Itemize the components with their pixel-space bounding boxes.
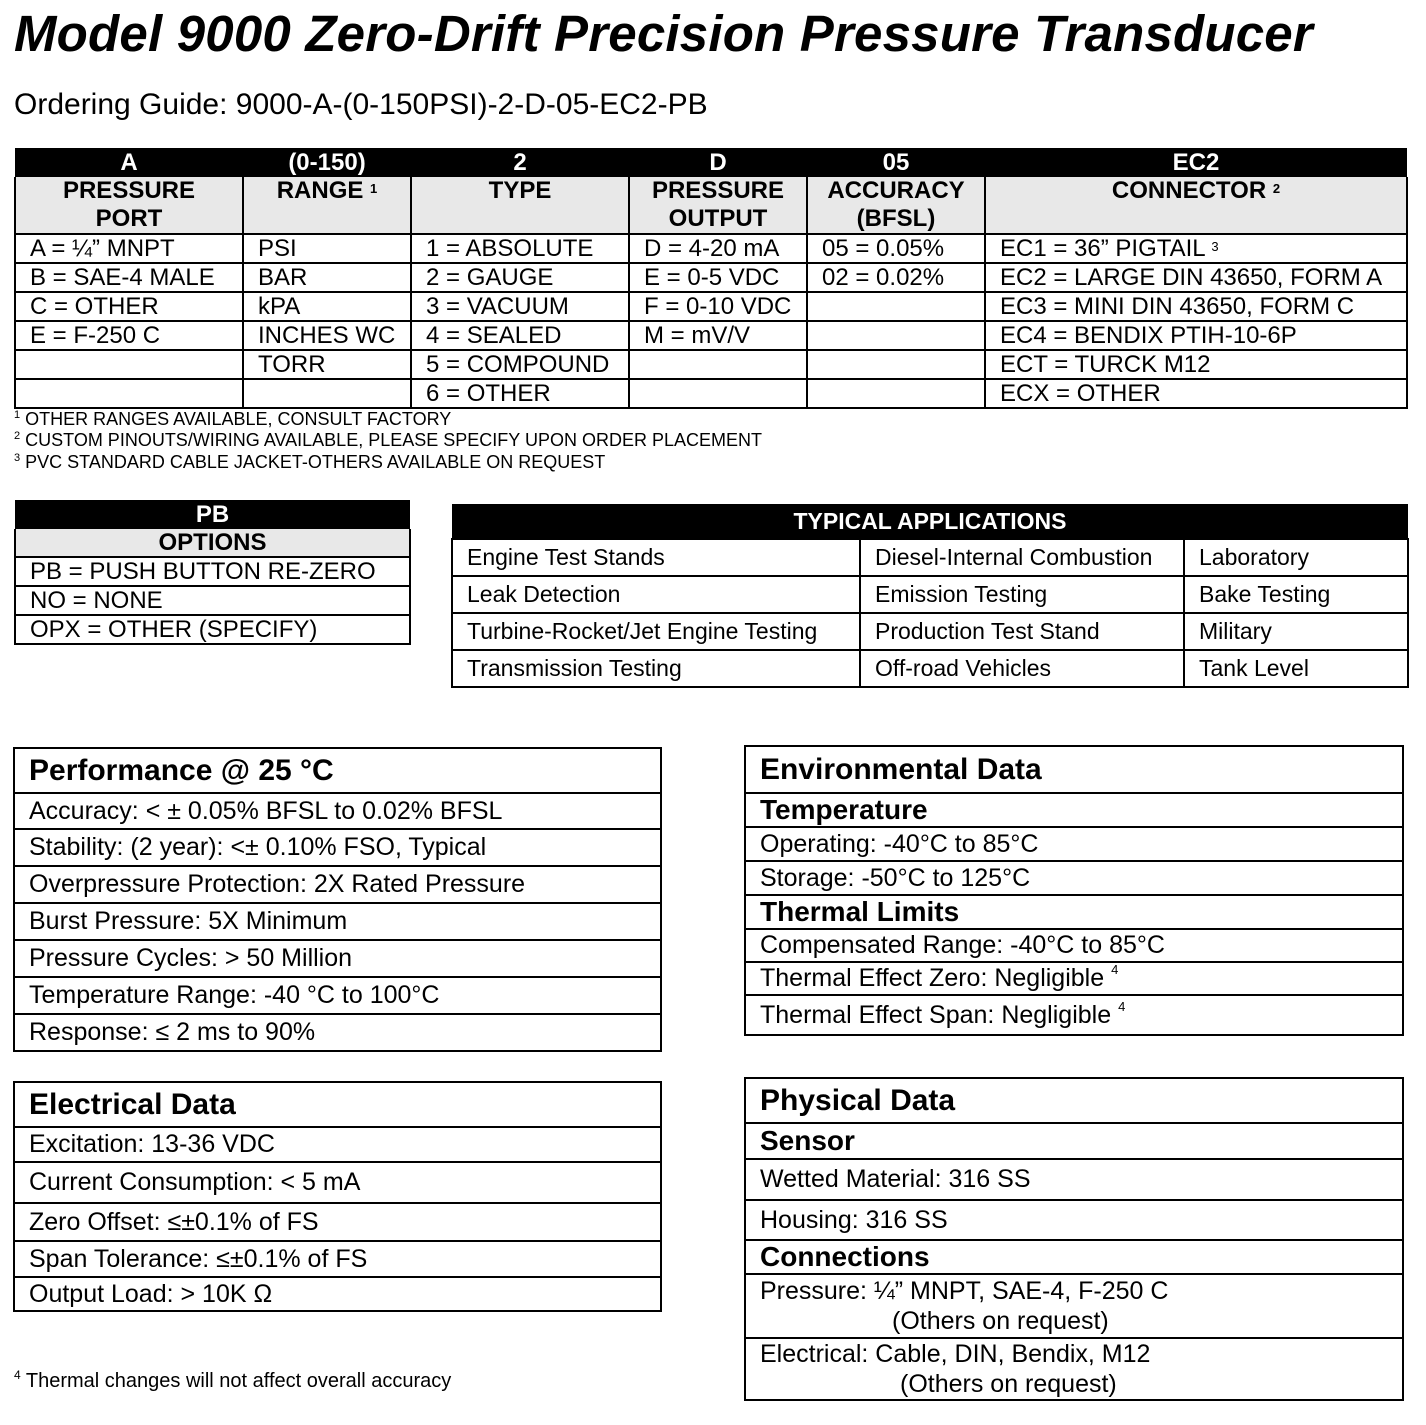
table-cell: 1 = ABSOLUTE: [411, 234, 629, 263]
spec-row: Overpressure Protection: 2X Rated Pressure: [14, 866, 661, 903]
table-cell: EC1 = 36” PIGTAIL $^3$: [985, 234, 1407, 263]
table-cell: D = 4-20 mA: [629, 234, 807, 263]
table-cell: PB = PUSH BUTTON RE-ZERO: [15, 557, 410, 586]
code-cell: 05: [807, 148, 985, 177]
table-cell: Engine Test Stands: [452, 539, 860, 576]
table-cell: M = mV/V: [629, 321, 807, 350]
table-cell: 05 = 0.05%: [807, 234, 985, 263]
table-cell: 3 = VACUUM: [411, 292, 629, 321]
footnote: $^3$ PVC STANDARD CABLE JACKET-OTHERS AVAILABLE ON REQUEST: [14, 452, 606, 472]
connections-header: Connections: [745, 1240, 1403, 1274]
spec-row: Zero Offset: ≤±0.1% of FS: [14, 1203, 661, 1241]
options-table: [14, 500, 411, 645]
environmental-box: [744, 745, 1404, 1036]
table-cell: [15, 379, 243, 408]
table-cell: C = OTHER: [15, 292, 243, 321]
code-cell: (0-150): [243, 148, 411, 177]
performance-box: [13, 747, 662, 1052]
header-pressure-port: PRESSURE PORT: [15, 177, 243, 234]
spec-row: Accuracy: < ± 0.05% BFSL to 0.02% BFSL: [14, 793, 661, 829]
table-row: [15, 321, 1407, 350]
table-cell: [807, 379, 985, 408]
spec-row: Response: ≤ 2 ms to 90%: [14, 1014, 661, 1051]
header-accuracy: ACCURACY (BFSL): [807, 177, 985, 234]
spec-row: Burst Pressure: 5X Minimum: [14, 903, 661, 940]
table-row: [15, 350, 1407, 379]
header-type: TYPE: [411, 177, 629, 234]
header-options: OPTIONS: [15, 529, 410, 557]
table-cell: Laboratory: [1184, 539, 1408, 576]
table-cell: NO = NONE: [15, 586, 410, 615]
table-cell: E = F-250 C: [15, 321, 243, 350]
header-connector: CONNECTOR $^2$: [985, 177, 1407, 234]
header-row: [15, 177, 1407, 234]
table-cell: A = ¼” MNPT: [15, 234, 243, 263]
spec-row: Thermal Effect Span: Negligible $^4$: [745, 995, 1403, 1035]
table-cell: OPX = OTHER (SPECIFY): [15, 615, 410, 644]
footnote: $^2$ CUSTOM PINOUTS/WIRING AVAILABLE, PLEASE SPECIFY UPON ORDER PLACEMENT: [14, 430, 762, 450]
table-row: [452, 650, 1408, 687]
spec-row: Output Load: > 10K Ω: [14, 1277, 661, 1311]
table-cell: PSI: [243, 234, 411, 263]
code-cell: 2: [411, 148, 629, 177]
table-cell: [629, 379, 807, 408]
spec-row: Thermal Effect Zero: Negligible $^4$: [745, 962, 1403, 995]
table-cell: B = SAE-4 MALE: [15, 263, 243, 292]
physical-box: [744, 1077, 1404, 1401]
table-cell: 2 = GAUGE: [411, 263, 629, 292]
header-pressure-output: PRESSURE OUTPUT: [629, 177, 807, 234]
table-cell: EC3 = MINI DIN 43650, FORM C: [985, 292, 1407, 321]
spec-row: Current Consumption: < 5 mA: [14, 1162, 661, 1203]
spec-row: Compensated Range: -40°C to 85°C: [745, 929, 1403, 962]
code-row: [15, 148, 1407, 177]
table-cell: ECX = OTHER: [985, 379, 1407, 408]
performance-title: Performance @ 25 °C: [14, 748, 661, 793]
table-cell: [15, 350, 243, 379]
table-cell: [807, 292, 985, 321]
table-cell: 5 = COMPOUND: [411, 350, 629, 379]
spec-row: Wetted Material: 316 SS: [745, 1159, 1403, 1200]
spec-row: Pressure: ¼” MNPT, SAE-4, F-250 C (Others on request): [745, 1274, 1403, 1338]
code-cell: A: [15, 148, 243, 177]
page-title: Model 9000 Zero-Drift Precision Pressure Transducer: [14, 5, 1313, 62]
table-cell: TORR: [243, 350, 411, 379]
spec-row: Storage: -50°C to 125°C: [745, 861, 1403, 895]
temperature-header: Temperature: [745, 793, 1403, 827]
table-cell: 4 = SEALED: [411, 321, 629, 350]
table-row: [15, 263, 1407, 292]
ordering-table: [14, 148, 1408, 409]
footnote: $^4$ Thermal changes will not affect overall accuracy: [14, 1368, 452, 1392]
applications-title: TYPICAL APPLICATIONS: [452, 504, 1408, 539]
code-cell: EC2: [985, 148, 1407, 177]
table-cell: ECT = TURCK M12: [985, 350, 1407, 379]
table-cell: [807, 350, 985, 379]
spec-row: Span Tolerance: ≤±0.1% of FS: [14, 1241, 661, 1277]
ordering-guide: Ordering Guide: 9000-A-(0-150PSI)-2-D-05-EC2-PB: [14, 88, 708, 121]
table-cell: EC2 = LARGE DIN 43650, FORM A: [985, 263, 1407, 292]
table-cell: F = 0-10 VDC: [629, 292, 807, 321]
spec-row: Stability: (2 year): <± 0.10% FSO, Typical: [14, 829, 661, 866]
code-cell: PB: [15, 500, 410, 529]
table-row: [452, 613, 1408, 650]
spec-row: Pressure Cycles: > 50 Million: [14, 940, 661, 977]
table-cell: [629, 350, 807, 379]
table-cell: [243, 379, 411, 408]
table-cell: Emission Testing: [860, 576, 1184, 613]
physical-title: Physical Data: [745, 1078, 1403, 1123]
table-cell: kPA: [243, 292, 411, 321]
table-row: [15, 292, 1407, 321]
footnote: $^1$ OTHER RANGES AVAILABLE, CONSULT FACTORY: [14, 409, 452, 429]
electrical-title: Electrical Data: [14, 1082, 661, 1127]
code-cell: D: [629, 148, 807, 177]
applications-table: [451, 504, 1409, 688]
sensor-header: Sensor: [745, 1123, 1403, 1159]
table-cell: 02 = 0.02%: [807, 263, 985, 292]
table-cell: [807, 321, 985, 350]
environmental-title: Environmental Data: [745, 746, 1403, 793]
table-row: [15, 379, 1407, 408]
table-cell: Bake Testing: [1184, 576, 1408, 613]
header-range: RANGE $^1$: [243, 177, 411, 234]
table-row: [452, 539, 1408, 576]
table-cell: Leak Detection: [452, 576, 860, 613]
table-cell: INCHES WC: [243, 321, 411, 350]
table-cell: 6 = OTHER: [411, 379, 629, 408]
table-cell: Military: [1184, 613, 1408, 650]
table-cell: Diesel-Internal Combustion: [860, 539, 1184, 576]
table-row: [452, 576, 1408, 613]
table-cell: BAR: [243, 263, 411, 292]
table-cell: Tank Level: [1184, 650, 1408, 687]
table-cell: Off-road Vehicles: [860, 650, 1184, 687]
spec-row: Electrical: Cable, DIN, Bendix, M12 (Others on request): [745, 1338, 1403, 1400]
spec-row: Temperature Range: -40 °C to 100°C: [14, 977, 661, 1014]
spec-row: Operating: -40°C to 85°C: [745, 827, 1403, 861]
thermal-limits-header: Thermal Limits: [745, 895, 1403, 929]
table-cell: Production Test Stand: [860, 613, 1184, 650]
table-cell: Turbine-Rocket/Jet Engine Testing: [452, 613, 860, 650]
table-row: [15, 234, 1407, 263]
table-cell: EC4 = BENDIX PTIH-10-6P: [985, 321, 1407, 350]
electrical-box: [13, 1081, 662, 1312]
table-cell: E = 0-5 VDC: [629, 263, 807, 292]
spec-row: Excitation: 13-36 VDC: [14, 1127, 661, 1162]
spec-row: Housing: 316 SS: [745, 1200, 1403, 1240]
table-cell: Transmission Testing: [452, 650, 860, 687]
